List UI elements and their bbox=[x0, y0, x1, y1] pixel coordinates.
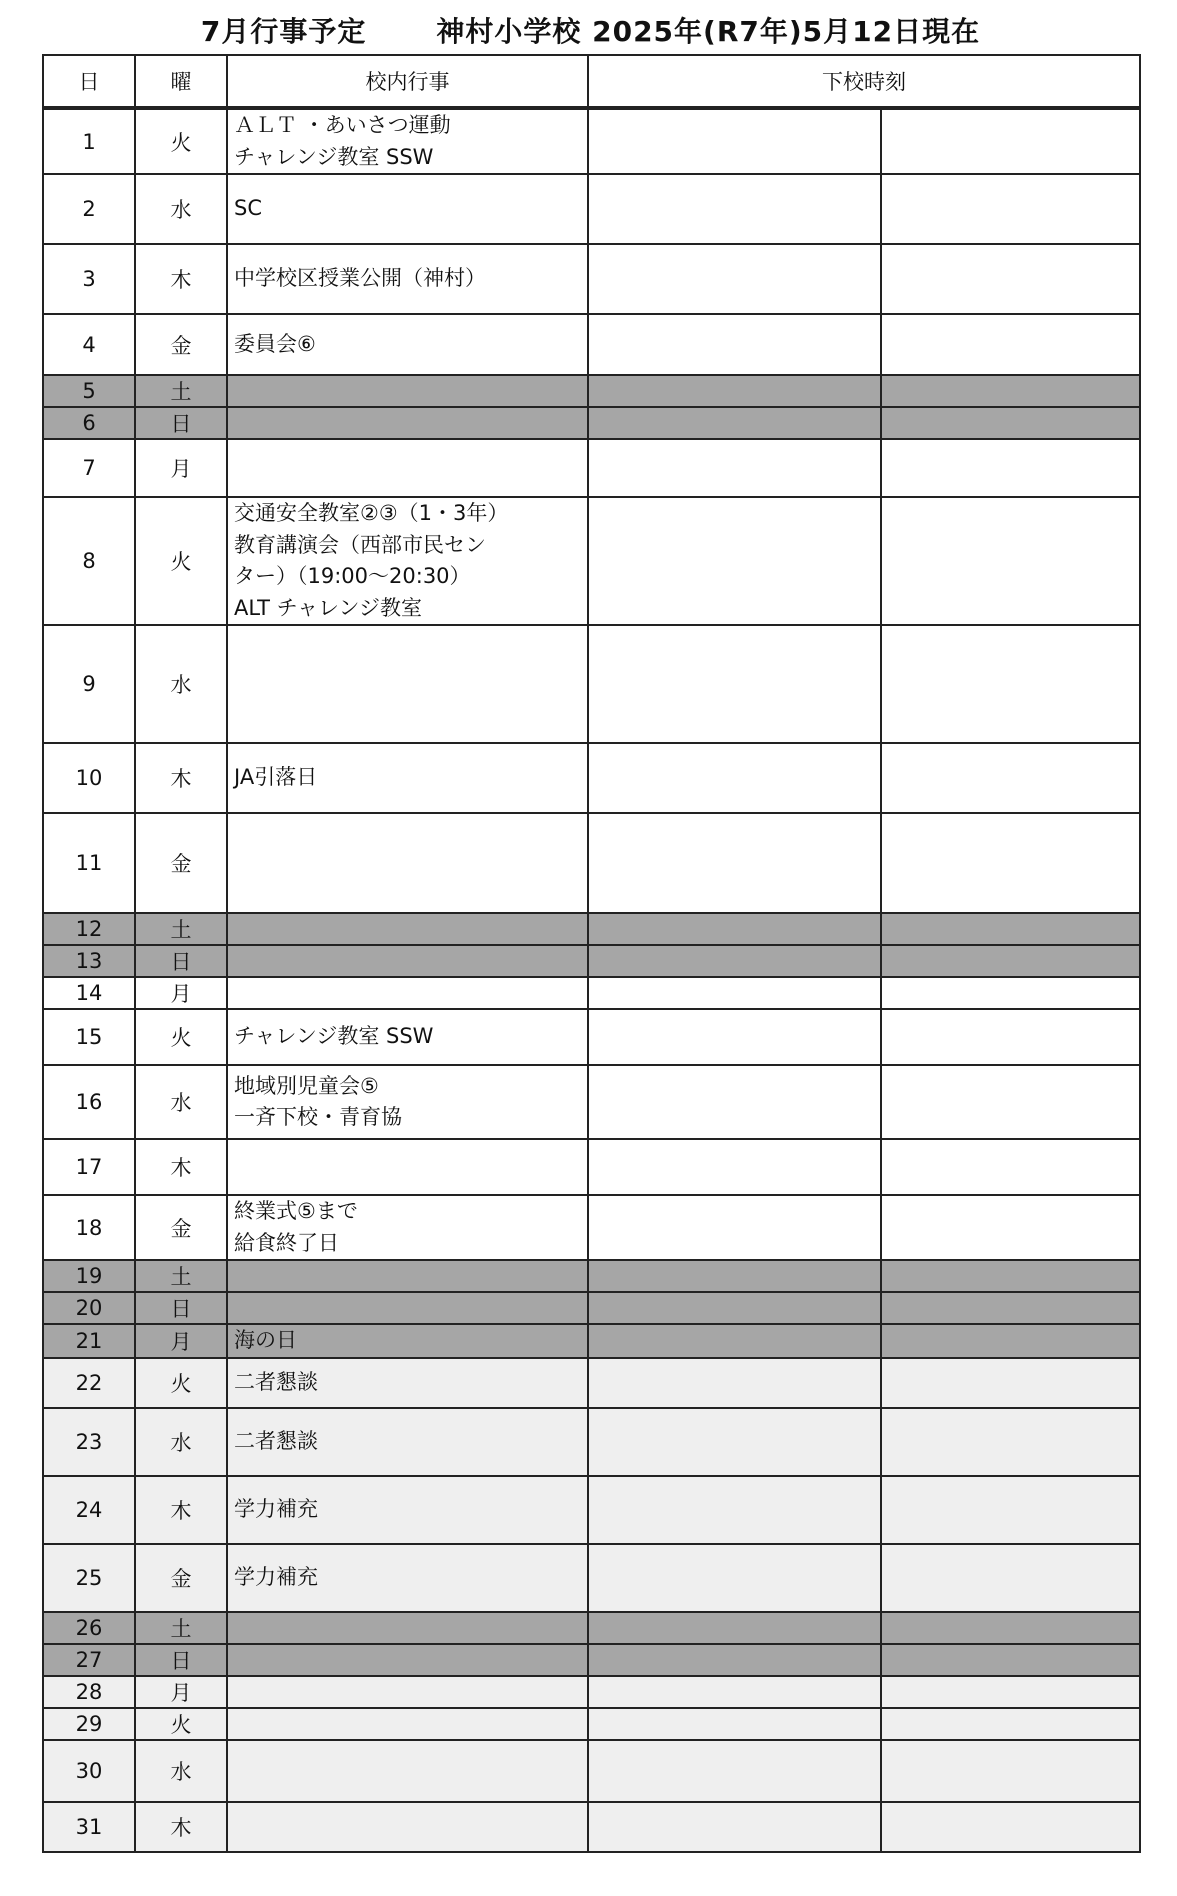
day-cell: 19 bbox=[43, 1260, 135, 1292]
dismissal-cell bbox=[881, 1476, 1140, 1544]
day-cell: 23 bbox=[43, 1408, 135, 1476]
table-row bbox=[43, 1009, 1140, 1065]
day-cell: 6 bbox=[43, 407, 135, 439]
dismissal-cell bbox=[881, 1139, 1140, 1195]
events-cell: 終業式⑤まで 給食終了日 bbox=[227, 1195, 588, 1260]
events-cell: ＡＬＴ ・あいさつ運動 チャレンジ教室 SSW bbox=[227, 108, 588, 174]
dismissal-cell bbox=[881, 1612, 1140, 1644]
weekday-cell: 土 bbox=[135, 1260, 227, 1292]
dismissal-cell bbox=[881, 314, 1140, 375]
dismissal-cell bbox=[881, 375, 1140, 407]
dismissal-cell bbox=[588, 1644, 881, 1676]
day-cell: 1 bbox=[43, 108, 135, 174]
day-cell: 15 bbox=[43, 1009, 135, 1065]
dismissal-cell bbox=[588, 1476, 881, 1544]
weekday-cell: 木 bbox=[135, 1139, 227, 1195]
dismissal-cell bbox=[881, 1324, 1140, 1358]
title-school-date: 神村小学校 2025年(R7年)5月12日現在 bbox=[436, 15, 981, 48]
dismissal-cell bbox=[881, 1195, 1140, 1260]
weekday-cell: 水 bbox=[135, 625, 227, 743]
events-cell bbox=[227, 1708, 588, 1740]
dismissal-cell bbox=[881, 1802, 1140, 1852]
dismissal-cell bbox=[588, 439, 881, 497]
weekday-cell: 木 bbox=[135, 743, 227, 813]
day-cell: 11 bbox=[43, 813, 135, 913]
dismissal-cell bbox=[588, 108, 881, 174]
weekday-cell: 日 bbox=[135, 407, 227, 439]
dismissal-cell bbox=[588, 1708, 881, 1740]
header-weekday: 曜 bbox=[135, 55, 227, 108]
table-row bbox=[43, 1476, 1140, 1544]
dismissal-cell bbox=[588, 244, 881, 314]
events-cell bbox=[227, 1644, 588, 1676]
events-cell: SC bbox=[227, 174, 588, 244]
events-cell bbox=[227, 375, 588, 407]
day-cell: 27 bbox=[43, 1644, 135, 1676]
day-cell: 18 bbox=[43, 1195, 135, 1260]
weekday-cell: 水 bbox=[135, 1740, 227, 1802]
weekday-cell: 木 bbox=[135, 1476, 227, 1544]
day-cell: 7 bbox=[43, 439, 135, 497]
dismissal-cell bbox=[881, 813, 1140, 913]
title-month-schedule: 7月行事予定 bbox=[200, 15, 367, 48]
table-row bbox=[43, 244, 1140, 314]
table-row bbox=[43, 407, 1140, 439]
dismissal-cell bbox=[588, 977, 881, 1009]
header-events: 校内行事 bbox=[227, 55, 588, 108]
table-row bbox=[43, 174, 1140, 244]
day-cell: 9 bbox=[43, 625, 135, 743]
day-cell: 12 bbox=[43, 913, 135, 945]
dismissal-cell bbox=[588, 375, 881, 407]
dismissal-cell bbox=[881, 439, 1140, 497]
table-row bbox=[43, 743, 1140, 813]
events-cell bbox=[227, 1139, 588, 1195]
weekday-cell: 木 bbox=[135, 1802, 227, 1852]
schedule-body bbox=[43, 108, 1140, 1852]
day-cell: 2 bbox=[43, 174, 135, 244]
events-cell: 学力補充 bbox=[227, 1544, 588, 1612]
weekday-cell: 火 bbox=[135, 1358, 227, 1408]
weekday-cell: 月 bbox=[135, 439, 227, 497]
table-row bbox=[43, 1065, 1140, 1139]
events-cell bbox=[227, 945, 588, 977]
table-row bbox=[43, 945, 1140, 977]
weekday-cell: 月 bbox=[135, 977, 227, 1009]
events-cell: 中学校区授業公開（神村） bbox=[227, 244, 588, 314]
day-cell: 30 bbox=[43, 1740, 135, 1802]
weekday-cell: 日 bbox=[135, 1644, 227, 1676]
dismissal-cell bbox=[881, 743, 1140, 813]
events-cell bbox=[227, 1676, 588, 1708]
day-cell: 10 bbox=[43, 743, 135, 813]
dismissal-cell bbox=[881, 174, 1140, 244]
weekday-cell: 木 bbox=[135, 244, 227, 314]
table-row bbox=[43, 1324, 1140, 1358]
dismissal-cell bbox=[881, 497, 1140, 625]
table-row bbox=[43, 439, 1140, 497]
dismissal-cell bbox=[588, 1544, 881, 1612]
weekday-cell: 水 bbox=[135, 1408, 227, 1476]
table-row bbox=[43, 1139, 1140, 1195]
day-cell: 20 bbox=[43, 1292, 135, 1324]
table-row bbox=[43, 1708, 1140, 1740]
dismissal-cell bbox=[881, 1644, 1140, 1676]
day-cell: 25 bbox=[43, 1544, 135, 1612]
weekday-cell: 月 bbox=[135, 1324, 227, 1358]
schedule-table bbox=[42, 54, 1141, 1853]
day-cell: 24 bbox=[43, 1476, 135, 1544]
weekday-cell: 火 bbox=[135, 108, 227, 174]
events-cell bbox=[227, 625, 588, 743]
header-row bbox=[43, 55, 1140, 108]
table-row bbox=[43, 1292, 1140, 1324]
dismissal-cell bbox=[588, 1802, 881, 1852]
events-cell bbox=[227, 813, 588, 913]
dismissal-cell bbox=[588, 1260, 881, 1292]
dismissal-cell bbox=[588, 945, 881, 977]
table-row bbox=[43, 977, 1140, 1009]
dismissal-cell bbox=[881, 407, 1140, 439]
events-cell bbox=[227, 913, 588, 945]
events-cell: JA引落日 bbox=[227, 743, 588, 813]
weekday-cell: 日 bbox=[135, 945, 227, 977]
dismissal-cell bbox=[881, 1544, 1140, 1612]
dismissal-cell bbox=[881, 1740, 1140, 1802]
weekday-cell: 火 bbox=[135, 497, 227, 625]
dismissal-cell bbox=[588, 174, 881, 244]
events-cell bbox=[227, 439, 588, 497]
day-cell: 17 bbox=[43, 1139, 135, 1195]
day-cell: 29 bbox=[43, 1708, 135, 1740]
events-cell bbox=[227, 1612, 588, 1644]
dismissal-cell bbox=[881, 625, 1140, 743]
weekday-cell: 月 bbox=[135, 1676, 227, 1708]
table-row bbox=[43, 1740, 1140, 1802]
day-cell: 14 bbox=[43, 977, 135, 1009]
events-cell: 二者懇談 bbox=[227, 1408, 588, 1476]
events-cell bbox=[227, 407, 588, 439]
events-cell: 交通安全教室②③（1・3年） 教育講演会（西部市民セン ター）（19:00～20:30） ALT チャレンジ教室 bbox=[227, 497, 588, 625]
events-cell: 海の日 bbox=[227, 1324, 588, 1358]
weekday-cell: 金 bbox=[135, 813, 227, 913]
table-row bbox=[43, 1195, 1140, 1260]
table-row bbox=[43, 375, 1140, 407]
dismissal-cell bbox=[588, 913, 881, 945]
table-row bbox=[43, 1676, 1140, 1708]
table-row bbox=[43, 913, 1140, 945]
table-row bbox=[43, 108, 1140, 174]
dismissal-cell bbox=[588, 1292, 881, 1324]
dismissal-cell bbox=[588, 1065, 881, 1139]
dismissal-cell bbox=[588, 1195, 881, 1260]
day-cell: 28 bbox=[43, 1676, 135, 1708]
table-row bbox=[43, 1612, 1140, 1644]
header-day: 日 bbox=[43, 55, 135, 108]
dismissal-cell bbox=[881, 1292, 1140, 1324]
day-cell: 26 bbox=[43, 1612, 135, 1644]
dismissal-cell bbox=[881, 1708, 1140, 1740]
weekday-cell: 土 bbox=[135, 375, 227, 407]
events-cell bbox=[227, 1260, 588, 1292]
dismissal-cell bbox=[881, 1408, 1140, 1476]
dismissal-cell bbox=[588, 497, 881, 625]
dismissal-cell bbox=[588, 813, 881, 913]
day-cell: 3 bbox=[43, 244, 135, 314]
dismissal-cell bbox=[588, 1408, 881, 1476]
weekday-cell: 日 bbox=[135, 1292, 227, 1324]
dismissal-cell bbox=[588, 314, 881, 375]
weekday-cell: 金 bbox=[135, 314, 227, 375]
table-row bbox=[43, 1260, 1140, 1292]
header-dismissal: 下校時刻 bbox=[588, 55, 1140, 108]
dismissal-cell bbox=[588, 1009, 881, 1065]
table-row bbox=[43, 813, 1140, 913]
weekday-cell: 土 bbox=[135, 1612, 227, 1644]
table-row bbox=[43, 497, 1140, 625]
dismissal-cell bbox=[588, 1740, 881, 1802]
weekday-cell: 金 bbox=[135, 1195, 227, 1260]
table-row bbox=[43, 1644, 1140, 1676]
dismissal-cell bbox=[588, 1676, 881, 1708]
dismissal-cell bbox=[588, 1139, 881, 1195]
dismissal-cell bbox=[588, 1612, 881, 1644]
dismissal-cell bbox=[881, 108, 1140, 174]
events-cell: 学力補充 bbox=[227, 1476, 588, 1544]
dismissal-cell bbox=[881, 1676, 1140, 1708]
dismissal-cell bbox=[588, 1358, 881, 1408]
dismissal-cell bbox=[588, 625, 881, 743]
day-cell: 4 bbox=[43, 314, 135, 375]
weekday-cell: 火 bbox=[135, 1708, 227, 1740]
events-cell bbox=[227, 1802, 588, 1852]
dismissal-cell bbox=[588, 407, 881, 439]
events-cell: 地域別児童会⑤ 一斉下校・青育協 bbox=[227, 1065, 588, 1139]
dismissal-cell bbox=[588, 743, 881, 813]
weekday-cell: 土 bbox=[135, 913, 227, 945]
dismissal-cell bbox=[881, 1065, 1140, 1139]
table-row bbox=[43, 314, 1140, 375]
dismissal-cell bbox=[881, 913, 1140, 945]
events-cell bbox=[227, 977, 588, 1009]
table-row bbox=[43, 625, 1140, 743]
events-cell: チャレンジ教室 SSW bbox=[227, 1009, 588, 1065]
dismissal-cell bbox=[881, 945, 1140, 977]
weekday-cell: 金 bbox=[135, 1544, 227, 1612]
dismissal-cell bbox=[588, 1324, 881, 1358]
day-cell: 31 bbox=[43, 1802, 135, 1852]
day-cell: 21 bbox=[43, 1324, 135, 1358]
dismissal-cell bbox=[881, 244, 1140, 314]
day-cell: 8 bbox=[43, 497, 135, 625]
dismissal-cell bbox=[881, 1009, 1140, 1065]
day-cell: 5 bbox=[43, 375, 135, 407]
day-cell: 13 bbox=[43, 945, 135, 977]
day-cell: 22 bbox=[43, 1358, 135, 1408]
table-row bbox=[43, 1408, 1140, 1476]
dismissal-cell bbox=[881, 1358, 1140, 1408]
table-row bbox=[43, 1802, 1140, 1852]
page-title bbox=[42, 8, 1139, 52]
weekday-cell: 水 bbox=[135, 174, 227, 244]
table-row bbox=[43, 1544, 1140, 1612]
dismissal-cell bbox=[881, 1260, 1140, 1292]
events-cell bbox=[227, 1292, 588, 1324]
dismissal-cell bbox=[881, 977, 1140, 1009]
events-cell bbox=[227, 1740, 588, 1802]
table-row bbox=[43, 1358, 1140, 1408]
weekday-cell: 水 bbox=[135, 1065, 227, 1139]
events-cell: 二者懇談 bbox=[227, 1358, 588, 1408]
day-cell: 16 bbox=[43, 1065, 135, 1139]
events-cell: 委員会⑥ bbox=[227, 314, 588, 375]
weekday-cell: 火 bbox=[135, 1009, 227, 1065]
